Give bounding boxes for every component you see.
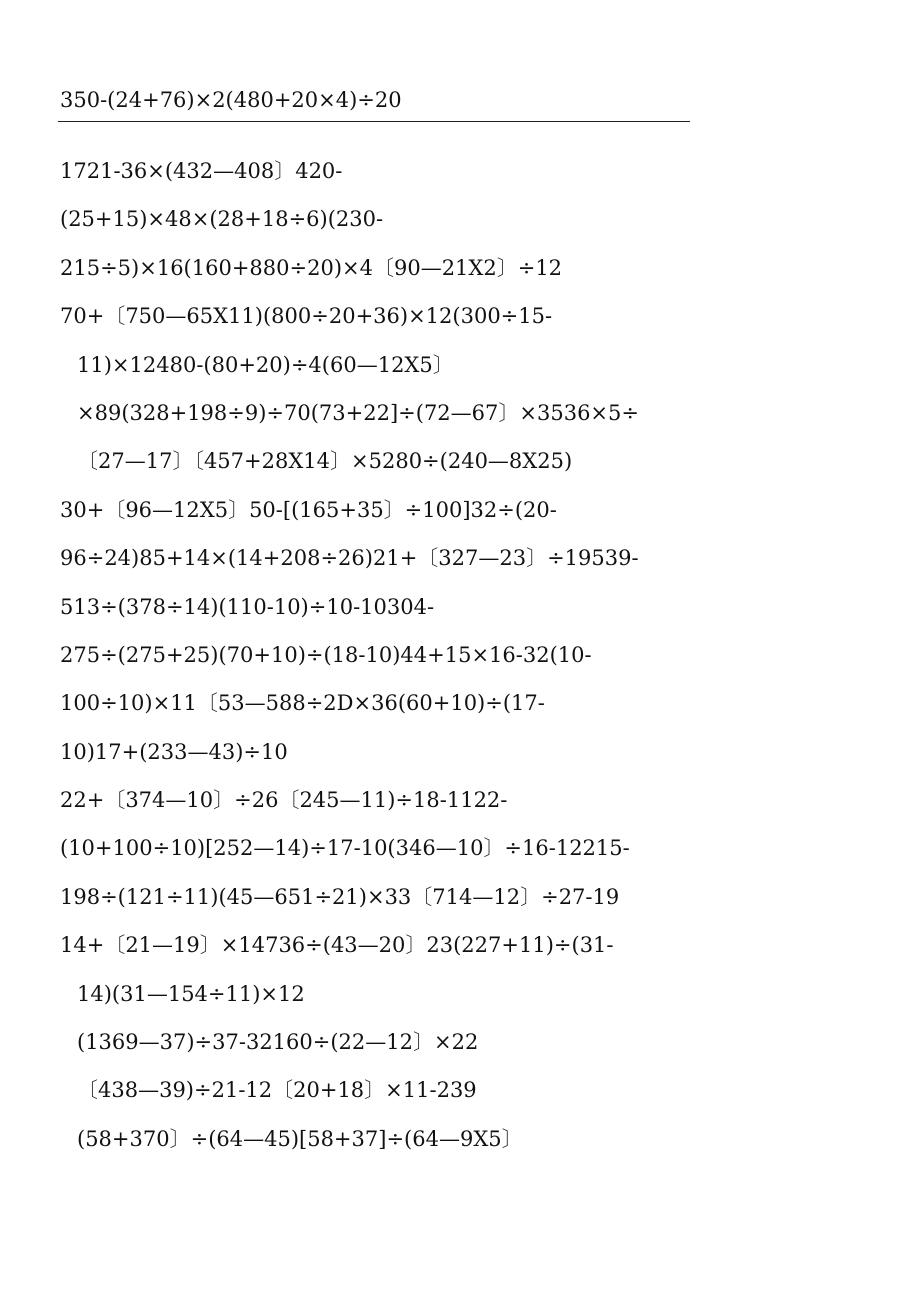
expression-line: 96÷24)85+14×(14+208÷26)21+〔327—23〕÷19539-	[60, 546, 639, 571]
expression-line: (58+370〕÷(64—45)[58+37]÷(64—9X5〕	[77, 1126, 523, 1151]
expression-line: 10)17+(233—43)÷10	[60, 739, 288, 764]
header-expression: 350-(24+76)×2(480+20×4)÷20	[60, 88, 402, 112]
expression-line: ×89(328+198÷9)÷70(73+22]÷(72—67〕×3536×5÷	[77, 400, 639, 425]
expression-line: 275÷(275+25)(70+10)÷(18-10)44+15×16-32(10-	[60, 642, 592, 667]
header-rule	[58, 121, 690, 122]
expression-line: 215÷5)×16(160+880÷20)×4〔90—21X2〕÷12	[60, 255, 563, 280]
expression-line: (25+15)×48×(28+18÷6)(230-	[60, 207, 384, 232]
expression-line: 100÷10)×11〔53—588÷2D×36(60+10)÷(17-	[60, 691, 545, 716]
expression-line: 513÷(378÷14)(110-10)÷10-10304-	[60, 594, 435, 619]
expression-line: 〔438—39)÷21-12〔20+18〕×11-239	[77, 1078, 477, 1103]
expression-line: (1369—37)÷37-32160÷(22—12〕×22	[77, 1030, 479, 1055]
expression-line: (10+100÷10)[252—14)÷17-10(346—10〕÷16-12215-	[60, 836, 630, 861]
expression-line: 14+〔21—19〕×14736÷(43—20〕23(227+11)÷(31-	[60, 933, 614, 958]
expression-line: 198÷(121÷11)(45—651÷21)×33〔714—12〕÷27-19	[60, 884, 620, 909]
expression-line: 1721-36×(432—408〕420-	[60, 159, 343, 183]
expression-line: 70+〔750—65X11)(800÷20+36)×12(300÷15-	[60, 304, 553, 329]
expression-line: 14)(31—154÷11)×12	[77, 981, 305, 1006]
expression-line: 30+〔96—12X5〕50-[(165+35〕÷100]32÷(20-	[60, 497, 557, 522]
expression-line: 〔27—17〕〔457+28X14〕×5280÷(240—8X25)	[77, 449, 573, 474]
expression-line: 22+〔374—10〕÷26〔245—11)÷18-1122-	[60, 788, 508, 813]
expression-list	[60, 155, 880, 1171]
expression-line: 11)×12480-(80+20)÷4(60—12X5〕	[77, 352, 454, 377]
